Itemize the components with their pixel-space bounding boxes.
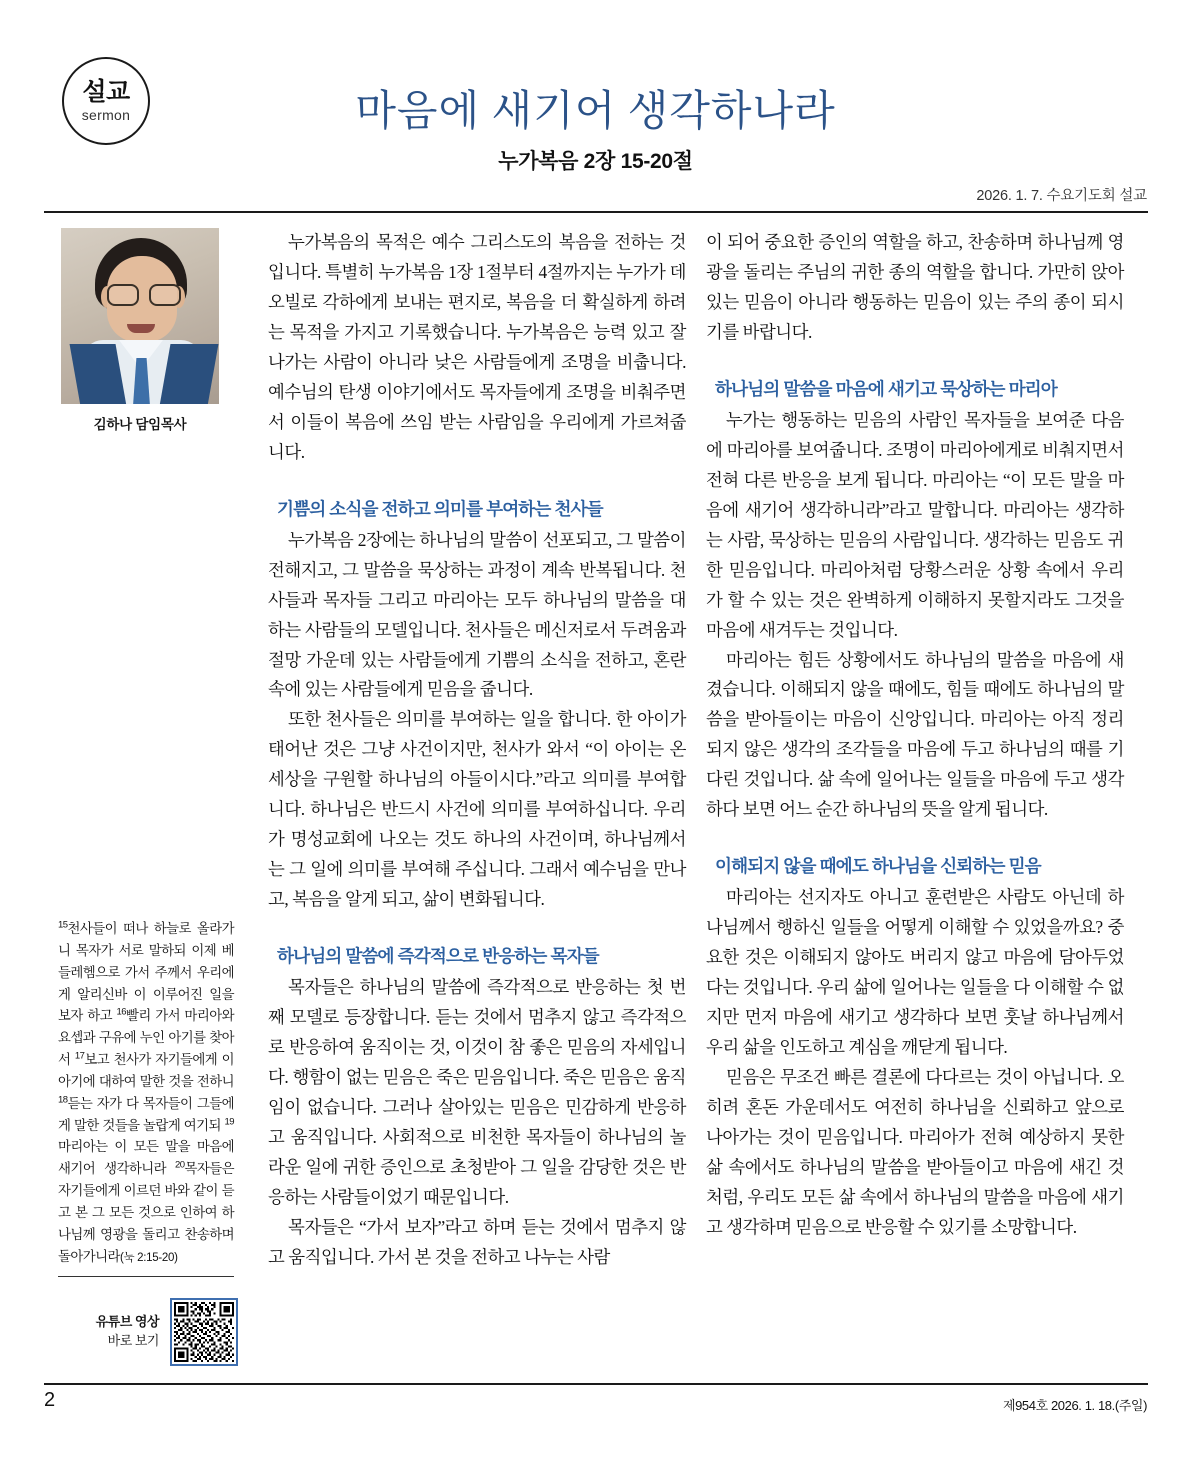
paragraph: 누가복음 2장에는 하나님의 말씀이 선포되고, 그 말씀이 전해지고, 그 말씀을 묵상하는 과정이 계속 반복됩니다. 천사들과 목자들 그리고 마리아는 모두 하나님의 말씀을 대하는 사람들의 모델입니다. 천사들은 메신저로서 두려움과 절망 가운데 있는 사람들에게 기쁨의 소식을 전하고, 혼란 속에 있는 사람들에게 믿음을 줍니다. <box>268 529 686 700</box>
verse-number-16: 16 <box>116 1006 126 1018</box>
verse-number-20: 20 <box>174 1159 185 1171</box>
pastor-photo <box>61 228 219 404</box>
scripture-reference: (눅 2:15-20) <box>119 1251 178 1264</box>
paragraph: 이 되어 중요한 증인의 역할을 하고, 찬송하며 하나님께 영광을 돌리는 주님의 귀한 종의 역할을 합니다. 가만히 앉아 있는 믿음이 아니라 행동하는 믿음이 있는 주의 종이 되시기를 바랍니다. <box>706 232 1124 342</box>
section-heading-mary: 하나님의 말씀을 마음에 새기고 묵상하는 마리아 <box>715 378 1057 399</box>
youtube-label-line1: 유튜브 영상 <box>95 1314 159 1330</box>
pastor-name-caption: 김하나 담임목사 <box>93 417 187 432</box>
header-divider <box>44 211 1148 213</box>
qr-code-icon[interactable] <box>170 1298 238 1366</box>
paragraph: 마리아는 힘든 상황에서도 하나님의 말씀을 마음에 새겼습니다. 이해되지 않을 때에도, 힘들 때에도 하나님의 말씀을 받아들이는 마음이 신앙입니다. 마리아는 아직 정리되지 않은 생각의 조각들을 마음에 두고 하나님의 때를 기다린 것입니다. 삶 속에 일어나는 일들을 마음에 두고 생각하다 보면 어느 순간 하나님의 뜻을 알게 됩니다. <box>706 649 1124 820</box>
scripture-passage <box>58 918 234 1268</box>
glasses-icon <box>105 284 181 302</box>
verse-text-15: 천사들이 떠나 하늘로 올라가니 목자가 서로 말하되 이제 베들레헴으로 가서 주께서 우리에게 알리신바 이 이루어진 일을 보자 하고 <box>58 921 234 1024</box>
youtube-link-section[interactable] <box>58 1298 238 1366</box>
verse-text-16: 빨리 가서 마리아와 요셉과 구유에 누인 아기를 찾아서 <box>58 1008 234 1068</box>
verse-text-19: 마리아는 이 모든 말을 마음에 새기어 생각하니라 <box>58 1139 234 1177</box>
paragraph: 목자들은 “가서 보자”라고 하며 듣는 것에서 멈추지 않고 움직입니다. 가서 본 것을 전하고 나누는 사람 <box>268 1216 686 1267</box>
paragraph: 누가는 행동하는 믿음의 사람인 목자들을 보여준 다음에 마리아를 보여줍니다. 조명이 마리아에게로 비춰지면서 전혀 다른 반응을 보게 됩니다. 마리아는 “이 모든 말을 마음에 새기어 생각하니라”라고 말합니다. 마리아는 생각하는 사람, 묵상하는 믿음의 사람입니다. 생각하는 믿음도 귀한 믿음입니다. 마리아처럼 당황스러운 상황 속에서 우리가 할 수 있는 것은 완벽하게 이해하지 못할지라도 그것을 마음에 새겨두는 것입니다. <box>706 410 1124 640</box>
sidebar <box>58 228 244 433</box>
section-heading-shepherds: 하나님의 말씀에 즉각적으로 반응하는 목자들 <box>277 945 599 966</box>
verse-text-20: 목자들은 자기들에게 이르던 바와 같이 듣고 본 그 모든 것으로 인하여 하나님께 영광을 돌리고 찬송하며 돌아가니라 <box>58 1161 234 1264</box>
sermon-title: 마음에 새기어 생각하나라 <box>355 89 836 135</box>
sermon-badge-korean-label: 설교 <box>82 78 130 106</box>
verse-number-19: 19 <box>224 1116 234 1128</box>
scripture-divider <box>58 1276 234 1277</box>
footer-divider <box>44 1383 1148 1385</box>
verse-number-15: 15 <box>58 919 68 931</box>
photo-robe-right <box>160 344 219 404</box>
verse-number-18: 18 <box>58 1094 68 1106</box>
paragraph: 또한 천사들은 의미를 부여하는 일을 합니다. 한 아이가 태어난 것은 그냥 사건이지만, 천사가 와서 “이 아이는 온 세상을 구원할 하나님의 아들이시다.”라고 의미를 부여합니다. 하나님은 반드시 사건에 의미를 부여하십니다. 우리가 명성교회에 나오는 것도 하나의 사건이며, 하나님께서는 그 일에 의미를 부여해 주십니다. 그래서 예수님을 만나고, 복음을 알게 되고, 삶이 변화됩니다. <box>268 709 686 909</box>
section-heading-angels: 기쁨의 소식을 전하고 의미를 부여하는 천사들 <box>277 498 603 519</box>
paragraph: 마리아는 선지자도 아니고 훈련받은 사람도 아닌데 하나님께서 행하신 일들을 어떻게 이해할 수 있었을까요? 중요한 것은 이해되지 않아도 버리지 않고 마음에 담아두었다는 것입니다. 우리 삶에 일어나는 일들을 다 이해할 수 없지만 먼저 마음에 새기고 생각하다 보면 훗날 하나님께서 우리 삶을 인도하고 계심을 깨닫게 됩니다. <box>706 887 1124 1058</box>
sermon-date-line: 2026. 1. 7. 수요기도회 설교 <box>976 188 1147 204</box>
youtube-label <box>96 1313 159 1351</box>
article-column-1 <box>268 228 686 1273</box>
issue-info: 제954호 2026. 1. 18.(주일) <box>1002 1398 1147 1413</box>
section-heading-trust: 이해되지 않을 때에도 하나님을 신뢰하는 믿음 <box>715 856 1041 877</box>
verse-number-17: 17 <box>74 1050 85 1062</box>
paragraph: 믿음은 무조건 빠른 결론에 다다르는 것이 아닙니다. 오히려 혼돈 가운데서도 여전히 하나님을 신뢰하고 앞으로 나아가는 것이 믿음입니다. 마리아가 전혀 예상하지 못한 삶 속에서도 하나님의 말씀을 받아들이고 마음에 새긴 것처럼, 우리도 모든 삶 속에서 하나님의 말씀을 마음에 새기고 생각하며 믿음으로 반응할 수 있기를 소망합니다. <box>706 1067 1124 1237</box>
youtube-label-line2: 바로 보기 <box>107 1333 159 1348</box>
page-header <box>0 0 1191 210</box>
page-number: 2 <box>44 1389 56 1411</box>
sermon-scripture-range: 누가복음 2장 15-20절 <box>498 150 693 173</box>
sermon-badge-english-label: sermon <box>81 107 131 123</box>
article-column-2 <box>706 228 1124 1243</box>
paragraph: 누가복음의 목적은 예수 그리스도의 복음을 전하는 것입니다. 특별히 누가복음 1장 1절부터 4절까지는 누가가 데오빌로 각하에게 보내는 편지로, 복음을 더 확실하게 하려는 목적을 가지고 기록했습니다. 누가복음은 능력 있고 잘나가는 사람이 아니라 낮은 사람들에게 조명을 비춥니다. 예수님의 탄생 이야기에서도 목자들에게 조명을 비춰주면서 이들이 복음에 쓰임 받는 사람임을 우리에게 가르쳐줍니다. <box>268 232 686 462</box>
verse-text-17: 보고 천사가 자기들에게 이 아기에 대하여 말한 것을 전하니 <box>58 1052 235 1089</box>
paragraph: 목자들은 하나님의 말씀에 즉각적으로 반응하는 첫 번째 모델로 등장합니다. 듣는 것에서 멈추지 않고 즉각적으로 반응하여 움직이는 것, 이것이 참 좋은 믿음의 자세입니다. 행함이 없는 믿음은 죽은 믿음입니다. 죽은 믿음은 움직임이 없습니다. 그러나 살아있는 믿음은 민감하게 반응하고 움직입니다. 사회적으로 비천한 목자들이 하나님의 놀라운 일에 귀한 증인으로 초청받아 그 일을 감당한 것은 반응하는 사람들이었기 때문입니다. <box>268 977 686 1207</box>
verse-text-18: 듣는 자가 다 목자들이 그들에게 말한 것들을 놀랍게 여기되 <box>58 1095 234 1133</box>
